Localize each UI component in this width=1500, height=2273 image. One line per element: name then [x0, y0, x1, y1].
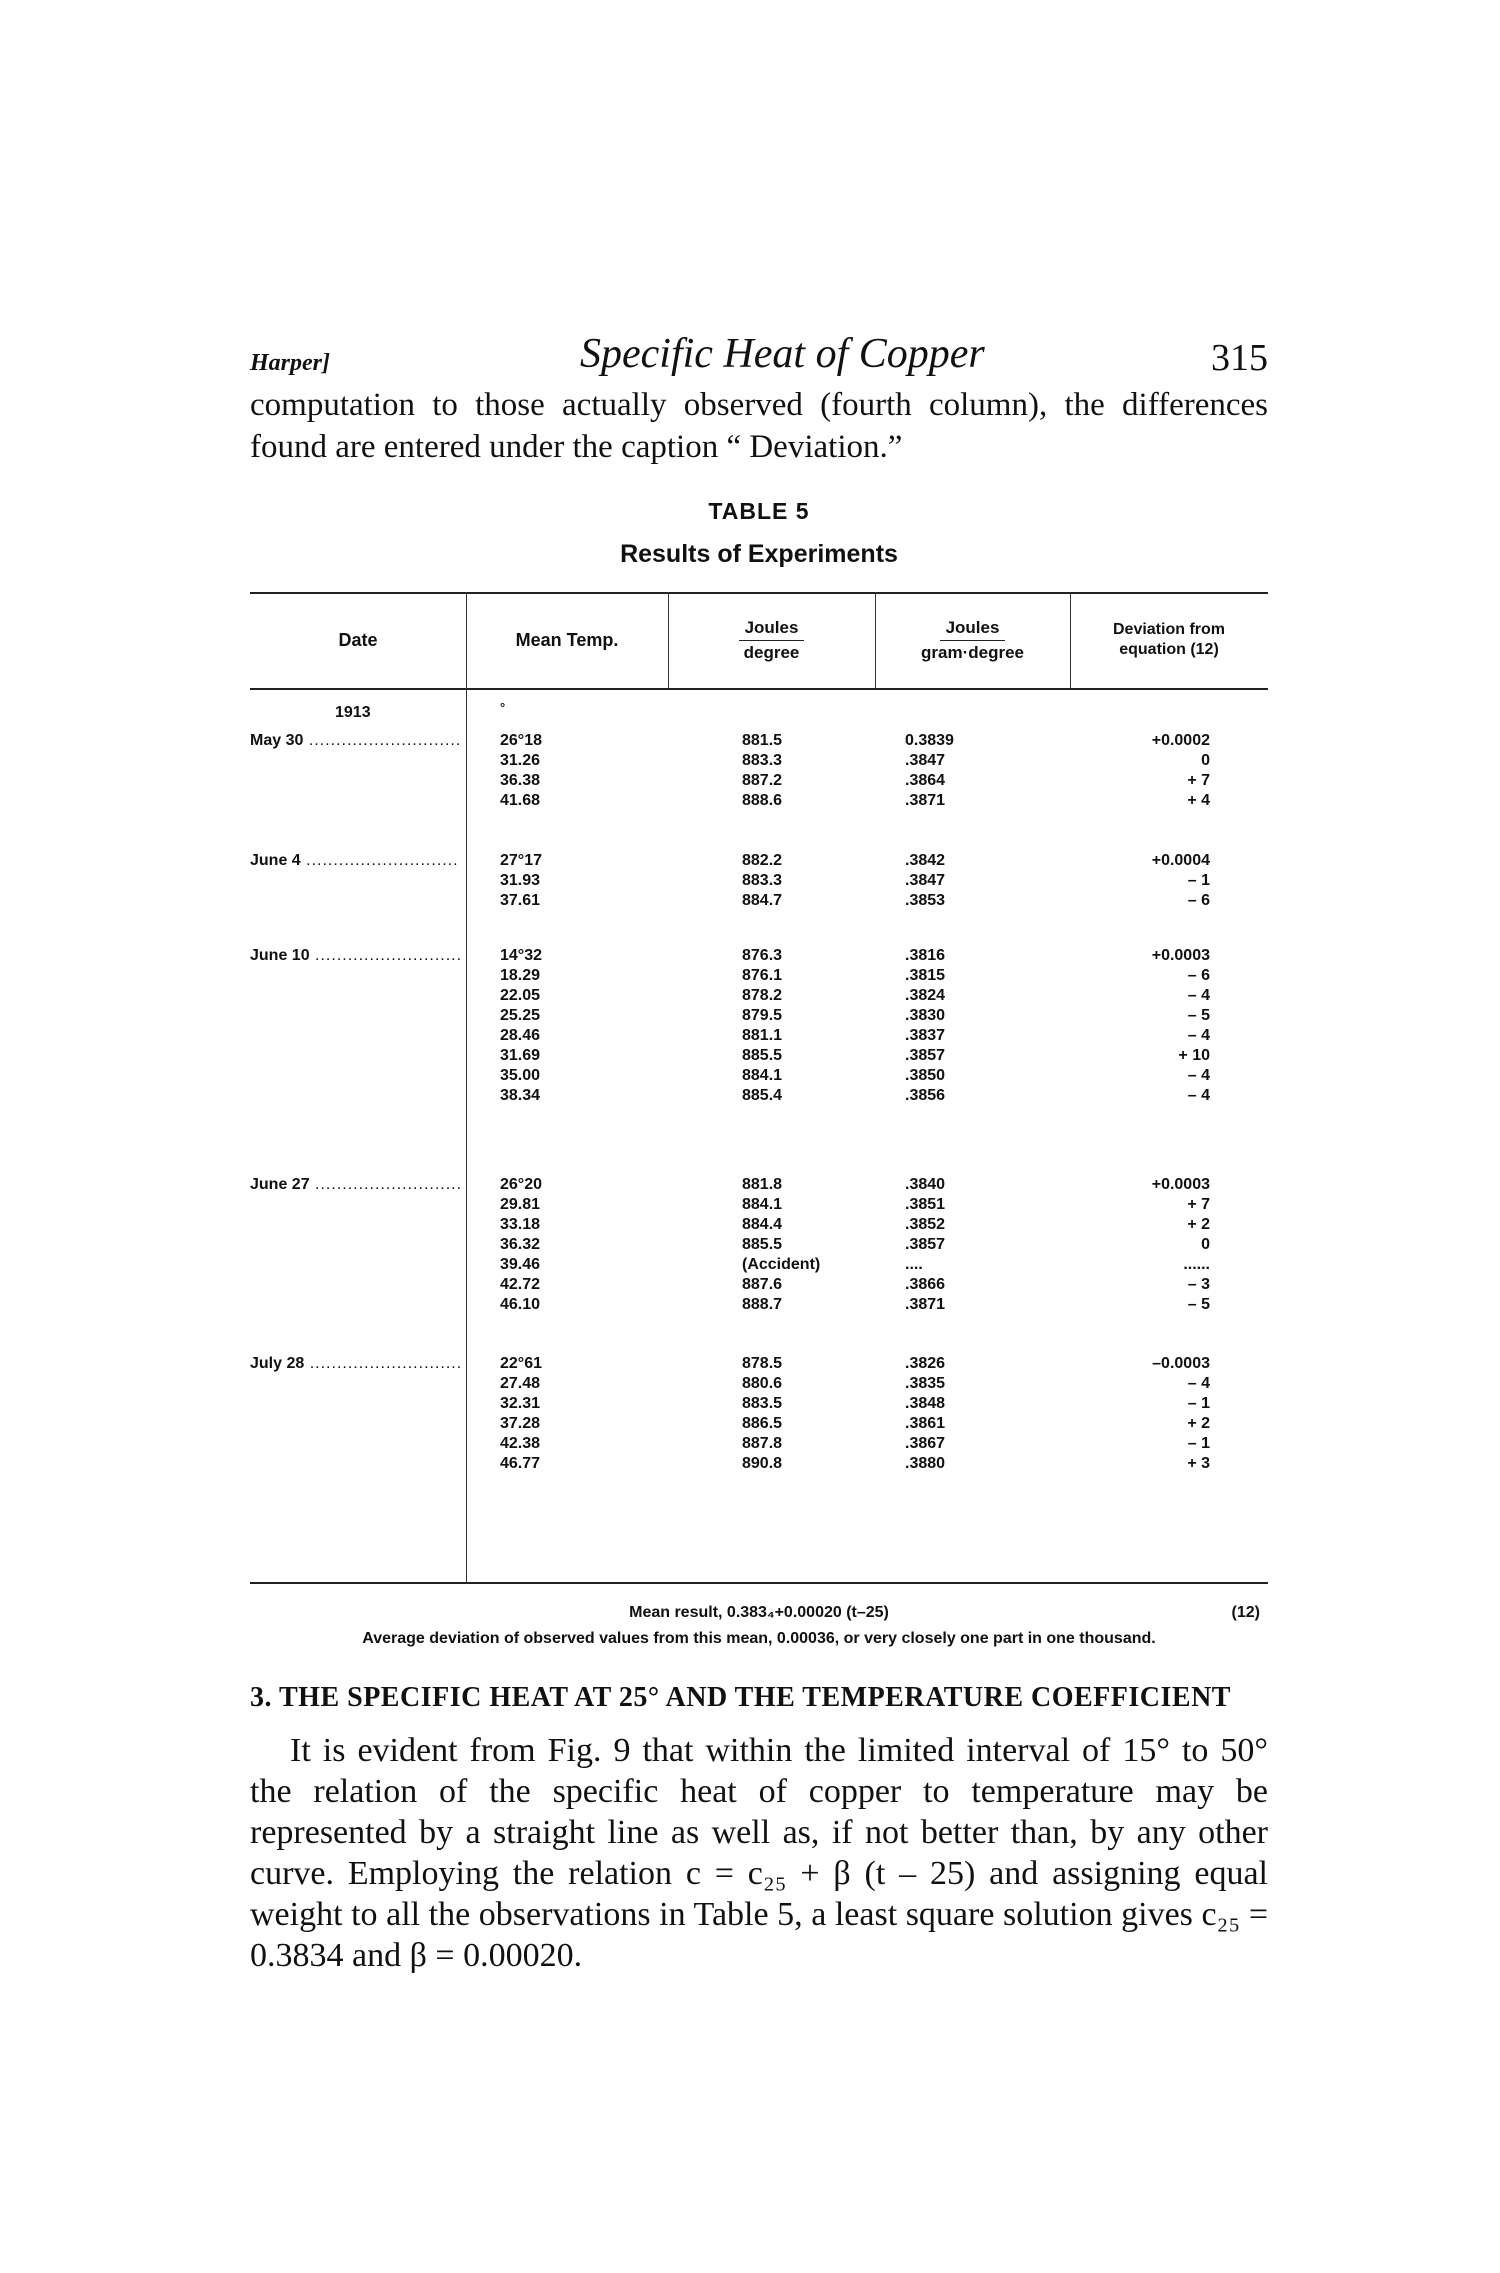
- header-mean-temp-label: Mean Temp.: [515, 629, 619, 650]
- cell-joules-gram-degree: .3867: [905, 1435, 946, 1452]
- cell-joules-gram-degree: .3857: [905, 1236, 946, 1253]
- cell-joules-degree: 884.7: [742, 892, 783, 909]
- cell-joules-gram-degree: .3861: [905, 1415, 946, 1432]
- group-date: May 30 .....: [250, 732, 460, 750]
- cell-mean-temp: 36.32: [500, 1236, 541, 1253]
- cell-joules-gram-degree: .3837: [905, 1027, 946, 1044]
- cell-joules-degree: 881.8: [742, 1176, 783, 1193]
- cell-joules-degree: 885.4: [742, 1087, 783, 1104]
- header-date-label: Date: [338, 629, 378, 650]
- section-heading: 3. THE SPECIFIC HEAT AT 25° AND THE TEMPERATURE COEFFICIENT: [250, 1682, 1231, 1713]
- cell-deviation: – 1: [1187, 872, 1210, 889]
- body-paragraph: It is evident from Fig. 9 that within the limited interval of 15° to 50° the relation of the specific heat of copper to temperature may be represented by a straight line as well as, if not better than, by any other curve. Employing the relation c = c₂₅ + β (t – 25) and assigning equal weight to all the observations in Table 5, a least square solution gives c₂₅ = 0.3834 and β = 0.00020.: [250, 1732, 1268, 1974]
- table-caption: TABLE 5: [708, 498, 810, 524]
- cell-mean-temp: 27.48: [500, 1375, 541, 1392]
- cell-joules-degree: 887.8: [742, 1435, 783, 1452]
- cell-joules-degree: 883.3: [742, 872, 783, 889]
- cell-joules-gram-degree: ....: [905, 1256, 923, 1273]
- header-joules-degree-numerator: Joules: [739, 618, 805, 641]
- cell-joules-degree: 886.5: [742, 1415, 783, 1432]
- cell-joules-degree: 884.4: [742, 1216, 783, 1233]
- cell-joules-degree: 881.5: [742, 732, 783, 749]
- cell-joules-gram-degree: .3847: [905, 872, 946, 889]
- cell-deviation: 0: [1201, 752, 1210, 769]
- equation-number: (12): [1231, 1604, 1260, 1621]
- cell-deviation: ......: [1183, 1256, 1210, 1273]
- cell-joules-degree: 876.3: [742, 947, 783, 964]
- cell-joules-gram-degree: .3857: [905, 1047, 946, 1064]
- mean-result: [250, 1604, 1268, 1622]
- header-joules-gram-degree: [875, 592, 1070, 688]
- cell-mean-temp: 26°18: [500, 732, 542, 749]
- cell-deviation: – 5: [1187, 1296, 1210, 1313]
- cell-deviation: –0.0003: [1152, 1355, 1210, 1372]
- group-date: June 10 .....: [250, 947, 460, 965]
- cell-deviation: + 10: [1178, 1047, 1210, 1064]
- cell-joules-degree: 878.5: [742, 1355, 783, 1372]
- cell-mean-temp: 32.31: [500, 1395, 541, 1412]
- cell-joules-degree: 888.6: [742, 792, 783, 809]
- cell-joules-degree: 887.2: [742, 772, 783, 789]
- cell-mean-temp: 33.18: [500, 1216, 541, 1233]
- table-year: 1913: [335, 704, 371, 721]
- table-bottom-rule: [250, 1582, 1268, 1584]
- cell-joules-gram-degree: .3847: [905, 752, 946, 769]
- header-joules-degree-denominator: degree: [743, 642, 800, 662]
- cell-mean-temp: 38.34: [500, 1087, 541, 1104]
- group-date: July 28 .....: [250, 1355, 460, 1373]
- cell-deviation: – 4: [1187, 1087, 1210, 1104]
- cell-joules-gram-degree: .3864: [905, 772, 946, 789]
- page-number: 315: [1211, 337, 1268, 379]
- cell-joules-degree: 885.5: [742, 1236, 783, 1253]
- header-joules-degree: [668, 592, 875, 688]
- cell-joules-degree: 876.1: [742, 967, 783, 984]
- cell-joules-degree: 888.7: [742, 1296, 783, 1313]
- author-name: Harper]: [250, 350, 330, 376]
- cell-mean-temp: 39.46: [500, 1256, 541, 1273]
- header-deviation-line1: Deviation from: [1112, 621, 1225, 638]
- cell-joules-degree: 878.2: [742, 987, 783, 1004]
- cell-deviation: +0.0004: [1151, 852, 1210, 869]
- group-date: June 4 .....: [250, 852, 460, 870]
- cell-joules-gram-degree: .3842: [905, 852, 946, 869]
- cell-mean-temp: 31.69: [500, 1047, 541, 1064]
- cell-mean-temp: 28.46: [500, 1027, 541, 1044]
- cell-deviation: + 2: [1187, 1415, 1210, 1432]
- cell-joules-degree: 885.5: [742, 1047, 783, 1064]
- cell-mean-temp: 26°20: [500, 1176, 542, 1193]
- cell-joules-gram-degree: .3856: [905, 1087, 946, 1104]
- cell-joules-gram-degree: .3835: [905, 1375, 946, 1392]
- cell-joules-gram-degree: .3816: [905, 947, 946, 964]
- cell-joules-gram-degree: .3840: [905, 1176, 946, 1193]
- cell-deviation: – 4: [1187, 1027, 1210, 1044]
- cell-deviation: + 4: [1187, 792, 1210, 809]
- header-deviation: [1070, 592, 1268, 688]
- cell-joules-gram-degree: .3851: [905, 1196, 946, 1213]
- cell-mean-temp: 37.61: [500, 892, 541, 909]
- average-deviation: Average deviation of observed values from this mean, 0.00036, or very closely one part in one thousand.: [362, 1630, 1156, 1647]
- cell-joules-degree: 884.1: [742, 1196, 783, 1213]
- cell-joules-degree: 880.6: [742, 1375, 783, 1392]
- cell-joules-degree: 879.5: [742, 1007, 783, 1024]
- degree-mark: °: [500, 700, 506, 715]
- cell-deviation: – 1: [1187, 1395, 1210, 1412]
- column-divider: [466, 592, 467, 1582]
- cell-joules-degree: 884.1: [742, 1067, 783, 1084]
- cell-mean-temp: 22.05: [500, 987, 541, 1004]
- cell-mean-temp: 46.10: [500, 1296, 541, 1313]
- cell-joules-gram-degree: .3850: [905, 1067, 946, 1084]
- header-joules-gram-degree-numerator: Joules: [940, 618, 1006, 641]
- intro-paragraph: computation to those actually observed (fourth column), the differences found are entered under the caption “ Deviation.”: [250, 387, 1268, 465]
- cell-deviation: + 7: [1187, 1196, 1210, 1213]
- results-table: [250, 592, 1268, 1592]
- cell-deviation: – 4: [1187, 987, 1210, 1004]
- cell-joules-gram-degree: .3880: [905, 1455, 946, 1472]
- cell-mean-temp: 46.77: [500, 1455, 541, 1472]
- cell-deviation: + 7: [1187, 772, 1210, 789]
- cell-joules-gram-degree: .3853: [905, 892, 946, 909]
- cell-joules-degree: 881.1: [742, 1027, 783, 1044]
- cell-joules-degree: 883.3: [742, 752, 783, 769]
- cell-joules-gram-degree: .3871: [905, 792, 946, 809]
- cell-mean-temp: 14°32: [500, 947, 542, 964]
- cell-joules-gram-degree: .3848: [905, 1395, 946, 1412]
- cell-deviation: – 6: [1187, 892, 1210, 909]
- cell-joules-gram-degree: .3852: [905, 1216, 946, 1233]
- cell-deviation: 0: [1201, 1236, 1210, 1253]
- cell-mean-temp: 41.68: [500, 792, 541, 809]
- header-date: [250, 592, 466, 688]
- cell-deviation: – 4: [1187, 1375, 1210, 1392]
- cell-mean-temp: 35.00: [500, 1067, 541, 1084]
- group-date: June 27 .....: [250, 1176, 460, 1194]
- cell-joules-gram-degree: .3824: [905, 987, 946, 1004]
- cell-mean-temp: 18.29: [500, 967, 541, 984]
- cell-mean-temp: 27°17: [500, 852, 542, 869]
- cell-mean-temp: 42.38: [500, 1435, 541, 1452]
- cell-joules-gram-degree: .3871: [905, 1296, 946, 1313]
- table-header-rule: [250, 688, 1268, 690]
- cell-deviation: +0.0003: [1151, 1176, 1210, 1193]
- cell-deviation: + 2: [1187, 1216, 1210, 1233]
- cell-joules-degree: 882.2: [742, 852, 783, 869]
- header-mean-temp: [466, 592, 668, 688]
- cell-mean-temp: 31.26: [500, 752, 541, 769]
- cell-joules-degree: 887.6: [742, 1276, 783, 1293]
- cell-joules-gram-degree: .3815: [905, 967, 946, 984]
- cell-deviation: – 4: [1187, 1067, 1210, 1084]
- cell-joules-gram-degree: .3866: [905, 1276, 946, 1293]
- running-header: [250, 330, 1268, 390]
- cell-mean-temp: 25.25: [500, 1007, 541, 1024]
- cell-mean-temp: 29.81: [500, 1196, 541, 1213]
- cell-deviation: + 3: [1187, 1455, 1210, 1472]
- table-subcaption: Results of Experiments: [620, 540, 898, 568]
- cell-joules-gram-degree: .3830: [905, 1007, 946, 1024]
- header-deviation-line2: equation (12): [1119, 641, 1219, 658]
- cell-deviation: – 5: [1187, 1007, 1210, 1024]
- cell-joules-gram-degree: .3826: [905, 1355, 946, 1372]
- running-title: Specific Heat of Copper: [580, 331, 985, 377]
- cell-deviation: – 3: [1187, 1276, 1210, 1293]
- header-joules-gram-degree-denominator: gram·degree: [921, 642, 1024, 662]
- cell-deviation: – 6: [1187, 967, 1210, 984]
- mean-result-text: Mean result, 0.383₄+0.00020 (t–25): [629, 1604, 889, 1621]
- cell-deviation: +0.0003: [1151, 947, 1210, 964]
- cell-joules-degree: 890.8: [742, 1455, 783, 1472]
- cell-mean-temp: 36.38: [500, 772, 541, 789]
- cell-deviation: +0.0002: [1151, 732, 1210, 749]
- cell-joules-gram-degree: 0.3839: [905, 732, 954, 749]
- cell-mean-temp: 37.28: [500, 1415, 541, 1432]
- cell-joules-degree: 883.5: [742, 1395, 783, 1412]
- cell-mean-temp: 22°61: [500, 1355, 542, 1372]
- cell-joules-degree: (Accident): [742, 1256, 821, 1273]
- cell-mean-temp: 42.72: [500, 1276, 541, 1293]
- cell-deviation: – 1: [1187, 1435, 1210, 1452]
- cell-mean-temp: 31.93: [500, 872, 541, 889]
